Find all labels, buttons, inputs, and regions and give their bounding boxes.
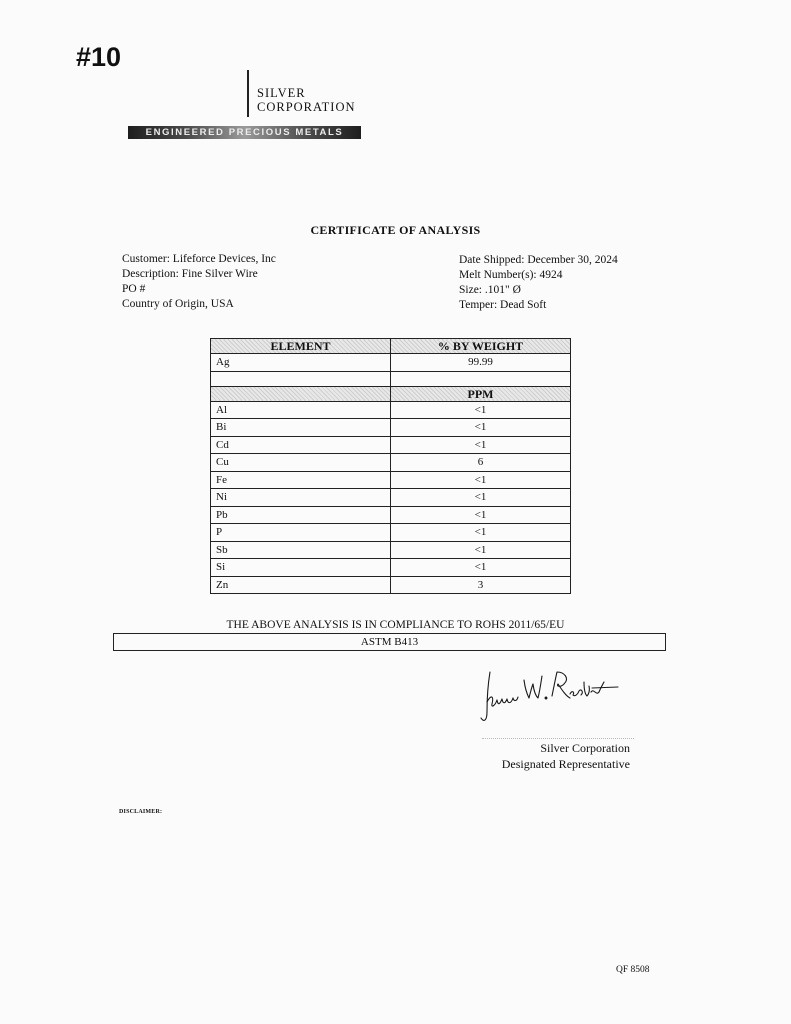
disclaimer-label: DISCLAIMER: bbox=[119, 809, 163, 815]
value-cell: <1 bbox=[391, 524, 571, 542]
element-cell: Bi bbox=[211, 419, 391, 437]
value-cell: <1 bbox=[391, 419, 571, 437]
document-title: CERTIFICATE OF ANALYSIS bbox=[310, 223, 481, 237]
temper-line: Temper: Dead Soft bbox=[459, 299, 547, 311]
element-cell: Ni bbox=[211, 489, 391, 507]
header-ppm: PPM bbox=[391, 386, 571, 401]
value-cell: <1 bbox=[391, 506, 571, 524]
date-shipped-line: Date Shipped: December 30, 2024 bbox=[459, 254, 618, 266]
table-row bbox=[211, 576, 571, 594]
element-cell: Si bbox=[211, 559, 391, 577]
customer-info bbox=[122, 252, 276, 312]
signature-image bbox=[478, 666, 628, 728]
table-row bbox=[211, 471, 571, 489]
logo-name-line2: CORPORATION bbox=[257, 100, 356, 114]
representative-role: Designated Representative bbox=[501, 757, 630, 771]
representative-company: Silver Corporation bbox=[540, 741, 630, 755]
element-cell: Fe bbox=[211, 471, 391, 489]
description-line: Description: Fine Silver Wire bbox=[122, 268, 258, 280]
country-line: Country of Origin, USA bbox=[122, 298, 234, 310]
table-row bbox=[211, 419, 571, 437]
table-row bbox=[211, 354, 571, 372]
header-weight: % BY WEIGHT bbox=[391, 339, 571, 354]
value-cell: <1 bbox=[391, 559, 571, 577]
header-element: ELEMENT bbox=[211, 339, 391, 354]
logo-divider bbox=[247, 70, 249, 117]
table-row bbox=[211, 401, 571, 419]
element-cell: Sb bbox=[211, 541, 391, 559]
blank-row bbox=[211, 371, 571, 386]
value-cell: 99.99 bbox=[391, 354, 571, 372]
element-cell: P bbox=[211, 524, 391, 542]
table-row bbox=[211, 506, 571, 524]
element-cell: Cu bbox=[211, 454, 391, 472]
form-number: QF 8508 bbox=[616, 965, 650, 975]
table-row bbox=[211, 489, 571, 507]
blank-cell bbox=[211, 371, 391, 386]
element-cell: Ag bbox=[211, 354, 391, 372]
table-row bbox=[211, 541, 571, 559]
table-row bbox=[211, 559, 571, 577]
value-cell: 6 bbox=[391, 454, 571, 472]
shipment-info bbox=[459, 253, 618, 313]
table-header-row bbox=[211, 339, 571, 354]
representative-block bbox=[478, 740, 630, 772]
signature-line bbox=[482, 738, 634, 739]
logo-name bbox=[257, 86, 356, 114]
melt-number-line: Melt Number(s): 4924 bbox=[459, 269, 563, 281]
size-line: Size: .101" Ø bbox=[459, 284, 521, 296]
value-cell: <1 bbox=[391, 436, 571, 454]
table-row bbox=[211, 454, 571, 472]
page-tag: #10 bbox=[76, 42, 122, 72]
astm-standard-box: ASTM B413 bbox=[113, 633, 666, 651]
table-row bbox=[211, 524, 571, 542]
ppm-header-blank bbox=[211, 386, 391, 401]
compliance-statement: THE ABOVE ANALYSIS IS IN COMPLIANCE TO ROHS 2011/65/EU bbox=[226, 619, 565, 631]
value-cell: <1 bbox=[391, 471, 571, 489]
element-cell: Cd bbox=[211, 436, 391, 454]
element-cell: Pb bbox=[211, 506, 391, 524]
ppm-header-row bbox=[211, 386, 571, 401]
element-cell: Zn bbox=[211, 576, 391, 594]
analysis-table bbox=[210, 338, 571, 594]
value-cell: <1 bbox=[391, 489, 571, 507]
element-cell: Al bbox=[211, 401, 391, 419]
blank-cell bbox=[391, 371, 571, 386]
value-cell: <1 bbox=[391, 541, 571, 559]
customer-line: Customer: Lifeforce Devices, Inc bbox=[122, 253, 276, 265]
logo-tagline: ENGINEERED PRECIOUS METALS bbox=[128, 126, 361, 139]
logo-name-line1: SILVER bbox=[257, 86, 306, 100]
table-row bbox=[211, 436, 571, 454]
value-cell: <1 bbox=[391, 401, 571, 419]
po-line: PO # bbox=[122, 283, 146, 295]
value-cell: 3 bbox=[391, 576, 571, 594]
